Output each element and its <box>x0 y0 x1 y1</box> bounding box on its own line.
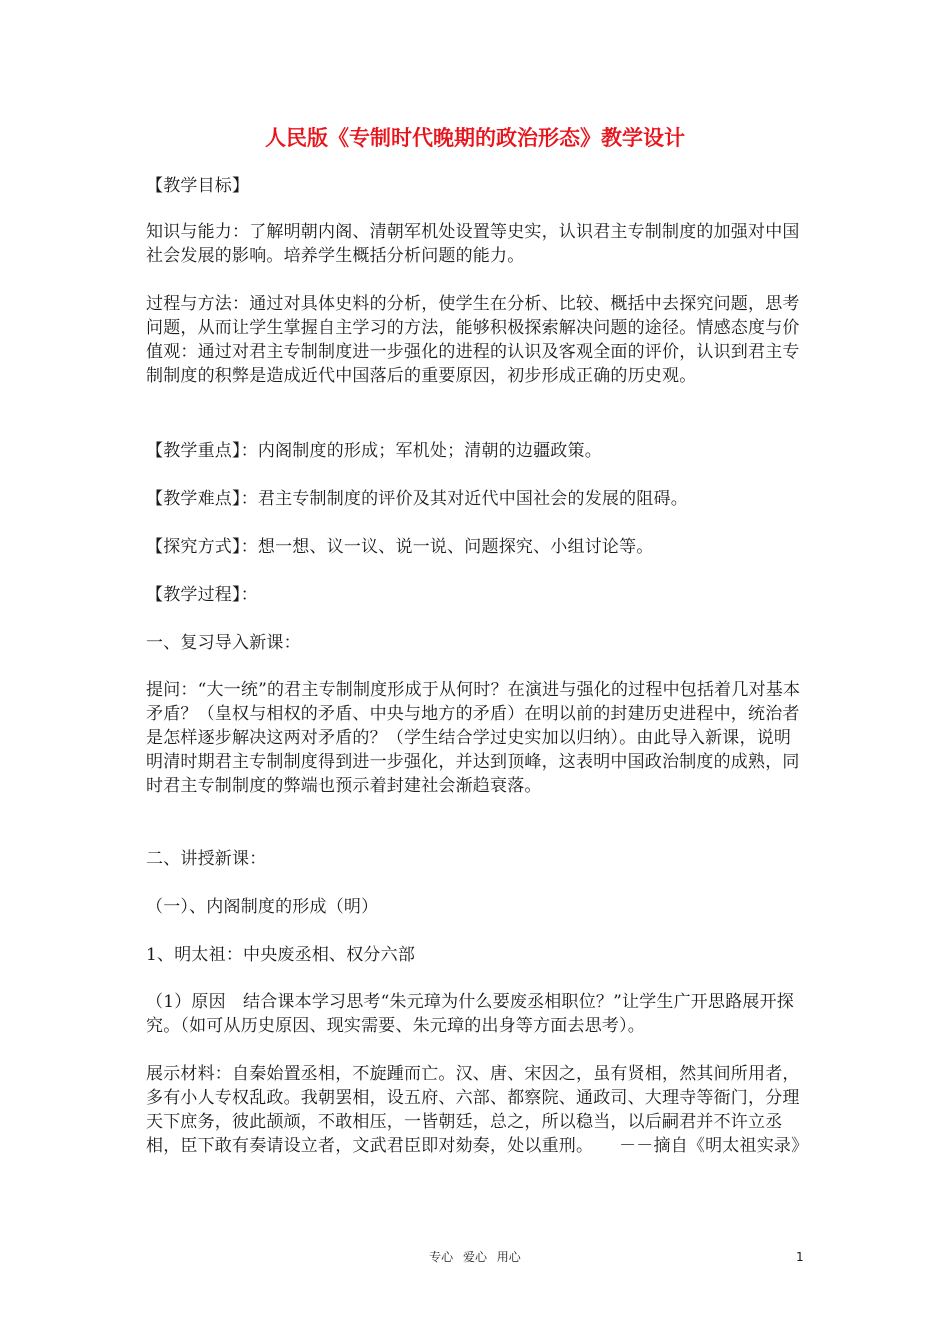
document-title: 人民版《专制时代晚期的政治形态》教学设计 <box>265 125 685 150</box>
paragraph-question: 提问：“大一统”的君主专制制度形成于从何时？在演进与强化的过程中包括着几对基本矛盾？（皇权与相权的矛盾、中央与地方的矛盾）在明以前的封建历史进程中，统治者是怎样逐步解决这两对矛盾的？（学生结合学过史实加以归纳）。由此导入新课，说明明清时期君主专制制度得到进一步强化，并达到顶峰，这表明中国政治制度的成熟，同时君主专制制度的弊端也预示着封建社会渐趋衰落。 <box>146 680 801 796</box>
footer-motto: 专心 爱心 用心 <box>429 1250 521 1264</box>
paragraph-knowledge-ability: 知识与能力：了解明朝内阁、清朝军机处设置等史实，认识君主专制制度的加强对中国社会发展的影响。培养学生概括分析问题的能力。 <box>146 222 800 266</box>
subsection-cabinet-system: （一）、内阁制度的形成（明） <box>146 897 379 917</box>
subsection-new-lesson: 二、讲授新课： <box>146 849 267 869</box>
subsection-review-intro: 一、复习导入新课： <box>146 633 301 653</box>
paragraph-material: 展示材料：自秦始置丞相，不旋踵而亡。汉、唐、宋因之，虽有贤相，然其间所用者，多有小人专权乱政。我朝罢相，设五府、六部、都察院、通政司、大理寺等衙门，分理天下庶务，彼此颉颃，不敢相压，一皆朝廷，总之，所以稳当，以后嗣君并不许立丞相，臣下敢有奏请设立者，文武君臣即对劾奏，处以重刑。 －－摘自《明太祖实录》 <box>146 1064 809 1156</box>
paragraph-reason: （1）原因 结合课本学习思考“朱元璋为什么要废丞相职位？”让学生广开思路展开探究。（如可从历史原因、现实需要、朱元璋的出身等方面去思考）。 <box>146 992 794 1036</box>
section-heading-objectives: 【教学目标】 <box>146 176 250 196</box>
paragraph-key-points: 【教学重点】：内阁制度的形成；军机处；清朝的边疆政策。 <box>146 441 602 461</box>
paragraph-process-method: 过程与方法：通过对具体史料的分析，使学生在分析、比较、概括中去探究问题，思考问题，从而让学生掌握自主学习的方法，能够积极探索解决问题的途径。情感态度与价值观：通过对君主专制制度进一步强化的进程的认识及客观全面的评价，认识到君主专制制度的积弊是造成近代中国落后的重要原因，初步形成正确的历史观。 <box>146 294 800 386</box>
paragraph-inquiry-methods: 【探究方式】：想一想、议一议、说一说、问题探究、小组讨论等。 <box>146 537 654 557</box>
paragraph-difficulties: 【教学难点】：君主专制制度的评价及其对近代中国社会的发展的阻碍。 <box>146 489 688 509</box>
section-heading-process: 【教学过程】： <box>146 585 258 605</box>
page-number: 1 <box>796 1250 804 1264</box>
list-item-ming-taizu: 1、明太祖：中央废丞相、权分六部 <box>146 945 416 965</box>
